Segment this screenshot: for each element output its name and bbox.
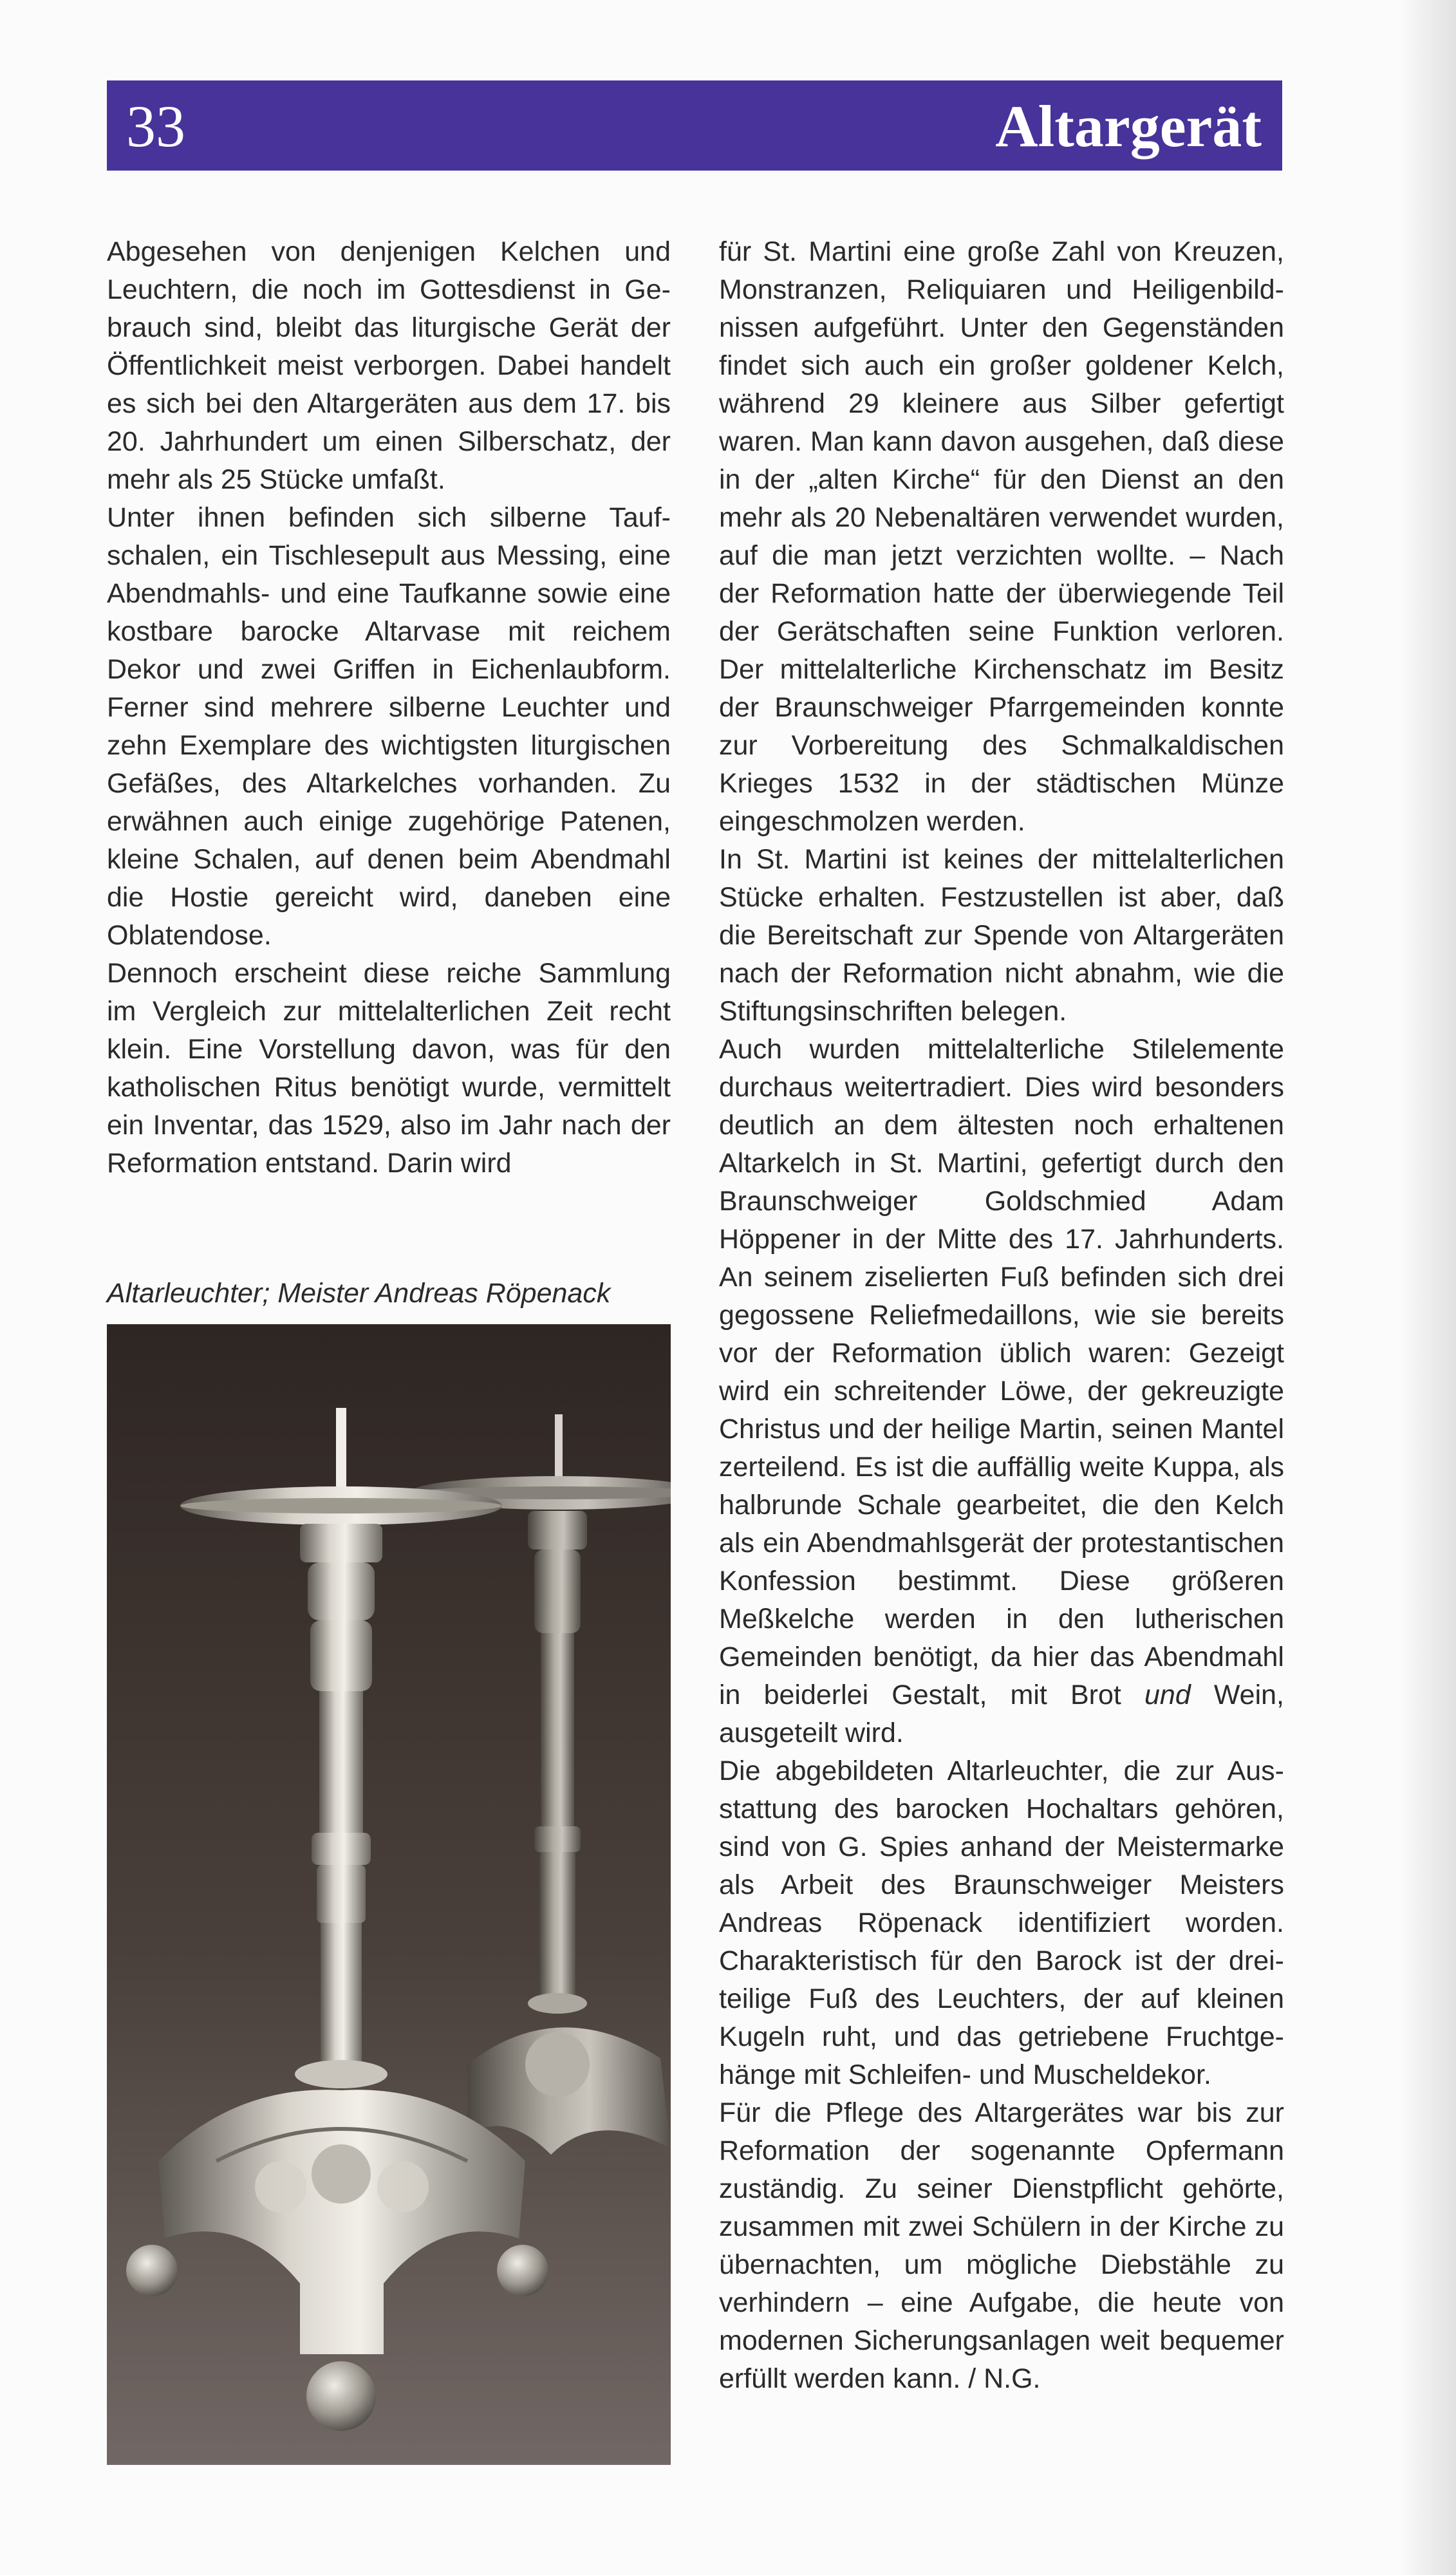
- paragraph: Für die Pflege des Altargerätes war bis zur Reformation der sogenannte Opfermann zuständig. Zu seiner Dienstpflicht gehörte, zusammen mit zwei Schülern in der Kirche zu übernachten, um mögliche Diebstähle zu verhindern – eine Aufgabe, die heute von modernen Sicherungsanlagen weit bequemer erfüllt werden kann. / N.G.: [719, 2097, 1284, 2394]
- paragraph: Unter ihnen befinden sich silberne Taufschalen, ein Tischlesepult aus Messing, eine Abendmahls- und eine Taufkanne sowie eine kostbare barocke Altarvase mit reichem Dekor und zwei Griffen in Eichenlaubform. Ferner sind mehrere silberne Leuchter und zehn Exemplare des wichtigsten liturgischen Gefäßes, des Altarkelches vorhanden. Zu erwähnen auch einige zugehörige Patenen, kleine Schalen, auf denen beim Abendmahl die Hostie gereicht wird, daneben eine Oblatendose.: [107, 502, 671, 951]
- figure-caption: Altarleuchter; Meister Andreas Röpenack: [107, 1278, 611, 1309]
- paragraph: Abgesehen von denjenigen Kelchen und Leuchtern, die noch im Gottesdienst in Gebrauch sind, bleibt das liturgische Gerät der Öffentlichkeit meist verborgen. Dabei handelt es sich bei den Altargeräten aus dem 17. bis 20. Jahrhundert um einen Silberschatz, der mehr als 25 Stücke umfaßt.: [107, 236, 671, 495]
- paragraph: Dennoch erscheint diese reiche Sammlung im Vergleich zur mittelalterlichen Zeit recht klein. Eine Vorstellung davon, was für den katholischen Ritus benötigt wurde, vermittelt ein Inventar, das 1529, also im Jahr nach der Reformation entstand. Darin wird: [107, 958, 671, 1179]
- right-text-column: [719, 233, 1284, 2398]
- paragraph: [719, 1031, 1284, 1752]
- paragraph-text: Auch wurden mittelalterliche Stilelemente durchaus weitertradiert. Dies wird besonders deutlich an dem ältesten noch erhaltenen Altarkelch in St. Martini, gefertigt durch den Braunschweiger Goldschmied Adam Höppener in der Mitte des 17. Jahrhunderts. An seinem ziselierten Fuß befinden sich drei gegossene Reliefmedaillons, wie sie bereits vor der Reformation üblich waren: Gezeigt wird ein schreitender Löwe, der gekreuzigte Christus und der heilige Martin, seinen Mantel zerteilend. Es ist die auffällig weite Kuppa, als halbrunde Schale gearbeitet, die den Kelch als ein Abendmahlsgerät der protestantischen Konfession bestimmt. Diese größeren Meßkelche werden in den lutherischen Gemeinden benötigt, da hier das Abendmahl in beiderlei Gestalt, mit Brot: [719, 1034, 1284, 1710]
- page-edge-shadow: [1398, 0, 1456, 2575]
- paragraph: In St. Martini ist keines der mittelalterlichen Stücke erhalten. Festzustellen ist aber, daß die Bereitschaft zur Spende von Altargeräten nach der Reformation nicht abnahm, wie die Stiftungsinschriften belegen.: [719, 844, 1284, 1027]
- section-title: Altargerät: [995, 93, 1262, 159]
- emphasis-text: und: [1144, 1680, 1191, 1710]
- page-number: 33: [126, 93, 185, 159]
- paragraph-text: Wein, ausgeteilt wird.: [719, 1680, 1284, 1748]
- left-text-column: [107, 233, 671, 1183]
- paragraph: für St. Martini eine große Zahl von Kreuzen, Monstranzen, Reliquiaren und Heiligenbildnissen aufgeführt. Unter den Gegenständen findet sich auch ein großer goldener Kelch, während 29 kleinere aus Silber gefertigt waren. Man kann davon ausgehen, daß diese in der „alten Kirche“ für den Dienst an den mehr als 20 Nebenaltären verwendet wurden, auf die man jetzt verzichten wollte. – Nach der Reformation hatte der überwiegende Teil der Gerätschaften seine Funktion verloren. Der mittelalterliche Kirchenschatz im Besitz der Braunschweiger Pfarrgemeinden konnte zur Vorbereitung des Schmalkaldischen Krieges 1532 in der städtischen Münze eingeschmolzen werden.: [719, 236, 1284, 837]
- paragraph: Die abgebildeten Altarleuchter, die zur Ausstattung des barocken Hochaltars gehören, sind von G. Spies anhand der Meistermarke als Arbeit des Braunschweiger Meisters Andreas Röpenack identifiziert worden. Charakteristisch für den Barock ist der dreiteilige Fuß des Leuchters, der auf kleinen Kugeln ruht, und das getriebene Fruchtgehänge mit Schleifen- und Muscheldekor.: [719, 1756, 1284, 2090]
- candlestick-photo: [107, 1324, 671, 2465]
- page-header: [107, 80, 1282, 171]
